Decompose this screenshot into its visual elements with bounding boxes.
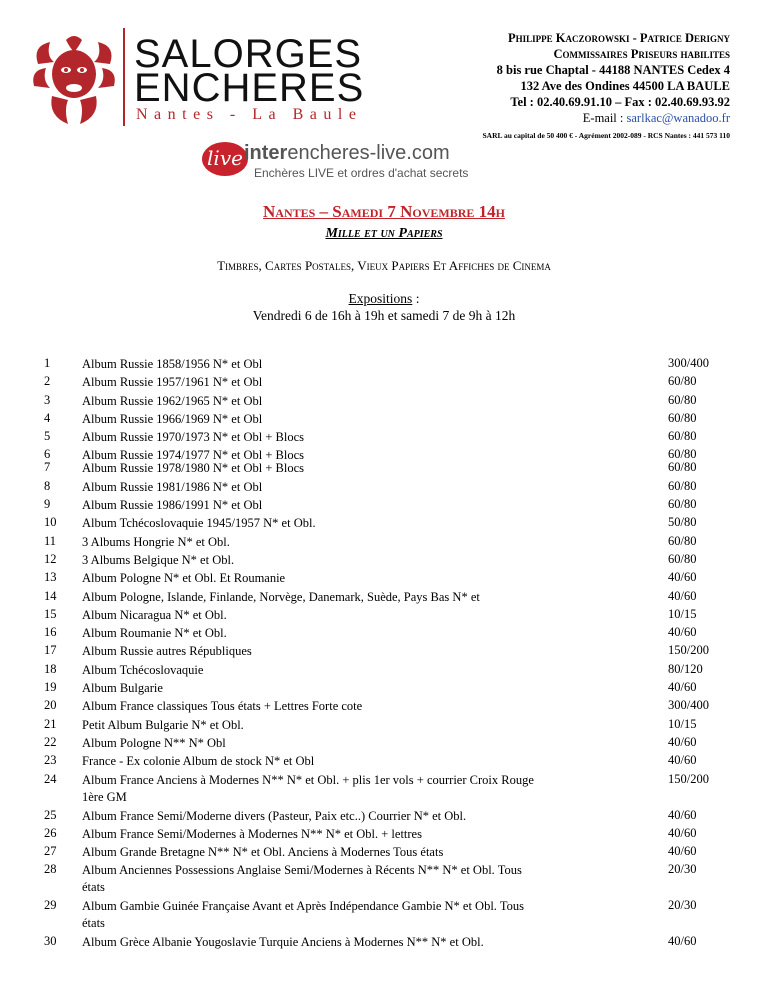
lot-description: 3 Albums Belgique N* et Obl. xyxy=(82,552,235,567)
lot-number: 25 xyxy=(44,807,57,822)
lot-estimate: 10/15 xyxy=(668,606,697,621)
live-tagline: Enchères LIVE et ordres d'achat secrets xyxy=(254,166,469,180)
lot-description: Album Russie 1966/1969 N* et Obl xyxy=(82,411,263,426)
lot-row xyxy=(0,680,768,698)
lot-description: Album Tchécoslovaquie xyxy=(82,662,204,677)
lot-estimate: 60/80 xyxy=(668,478,697,493)
lot-row xyxy=(0,717,768,735)
lot-number: 11 xyxy=(44,533,57,548)
lot-row xyxy=(0,552,768,570)
lot-number: 13 xyxy=(44,570,57,585)
lot-description: Album Russie 1858/1956 N* et Obl xyxy=(82,357,263,371)
lot-description: Album Bulgarie xyxy=(82,681,163,696)
lot-estimate: 40/60 xyxy=(668,844,697,859)
lot-row xyxy=(0,698,768,716)
lot-list xyxy=(0,356,768,953)
lot-description: Album Russie 1970/1973 N* et Obl + Blocs xyxy=(82,430,304,445)
lot-description: Album Pologne, Islande, Finlande, Norvège, Danemark, Suède, Pays Bas N* et xyxy=(82,589,480,604)
lot-estimate: 60/80 xyxy=(668,374,697,389)
address-labaule: 132 Ave des Ondines 44500 LA BAULE xyxy=(520,79,730,93)
lot-description: Album Roumanie N* et Obl. xyxy=(82,626,227,641)
lot-description: Album Russie autres Républiques xyxy=(82,644,252,659)
lot-number: 23 xyxy=(44,753,57,768)
lot-row xyxy=(0,844,768,862)
lot-number: 21 xyxy=(44,716,57,731)
lot-number: 5 xyxy=(44,429,51,444)
lot-description: Album Russie 1986/1991 N* et Obl xyxy=(82,498,263,513)
lot-description: Album Grande Bretagne N** N* et Obl. Anciens à Modernes Tous états xyxy=(82,845,444,860)
lot-estimate: 20/30 xyxy=(668,862,697,877)
lot-row xyxy=(0,625,768,643)
lot-row xyxy=(0,808,768,826)
lot-estimate: 80/120 xyxy=(668,661,703,676)
lot-description: Album Tchécoslovaquie 1945/1957 N* et Obl. xyxy=(82,516,316,531)
lot-estimate: 40/60 xyxy=(668,807,697,822)
email-link[interactable]: sarlkac@wanadoo.fr xyxy=(626,111,730,125)
lot-estimate: 60/80 xyxy=(668,429,697,444)
lot-row xyxy=(0,934,768,952)
lot-row xyxy=(0,772,768,808)
lot-description: France - Ex colonie Album de stock N* et Obl xyxy=(82,754,315,769)
phone-fax: Tel : 02.40.69.91.10 – Fax : 02.40.69.93.92 xyxy=(510,95,730,109)
lot-estimate: 300/400 xyxy=(668,698,709,713)
lot-row xyxy=(0,589,768,607)
legal-notice: SARL au capital de 50 400 € - Agrément 2002-089 - RCS Nantes : 441 573 110 xyxy=(482,131,730,140)
lot-row xyxy=(0,898,768,934)
lot-estimate: 60/80 xyxy=(668,392,697,407)
auctioneer-names: Philippe Kaczorowski - Patrice Derigny xyxy=(507,31,730,45)
lot-description: Album Russie 1957/1961 N* et Obl xyxy=(82,375,263,390)
address-nantes: 8 bis rue Chaptal - 44188 NANTES Cedex 4 xyxy=(496,63,730,77)
lot-description: Album Anciennes Possessions Anglaise Semi/Modernes à Récents N** N* et Obl. Tous états xyxy=(82,863,522,895)
lot-estimate: 60/80 xyxy=(668,460,697,475)
lot-estimate: 60/80 xyxy=(668,551,697,566)
lot-number: 1 xyxy=(44,356,51,370)
lot-estimate: 60/80 xyxy=(668,410,697,425)
lot-number: 17 xyxy=(44,643,57,658)
lot-estimate: 40/60 xyxy=(668,934,697,949)
lot-row xyxy=(0,735,768,753)
lot-number: 15 xyxy=(44,606,57,621)
lot-row xyxy=(0,497,768,515)
lot-row xyxy=(0,374,768,392)
lot-description: Album Russie 1962/1965 N* et Obl xyxy=(82,393,263,408)
lot-estimate: 40/60 xyxy=(668,734,697,749)
brand-locations: Nantes - La Baule xyxy=(136,106,363,123)
lot-row xyxy=(0,534,768,552)
lot-estimate: 300/400 xyxy=(668,356,709,370)
lot-number: 27 xyxy=(44,844,57,859)
lot-estimate: 40/60 xyxy=(668,825,697,840)
lot-number: 7 xyxy=(44,460,51,475)
lot-estimate: 60/80 xyxy=(668,447,697,462)
lot-number: 16 xyxy=(44,625,57,640)
brand-name-line2: ENCHERES xyxy=(134,66,365,110)
lot-description: Album Grèce Albanie Yougoslavie Turquie Anciens à Modernes N** N* et Obl. xyxy=(82,935,484,950)
lot-description: Album France Semi/Moderne divers (Pasteur, Paix etc..) Courrier N* et Obl. xyxy=(82,808,467,823)
lot-number: 10 xyxy=(44,515,57,530)
lot-row xyxy=(0,570,768,588)
lot-number: 3 xyxy=(44,392,51,407)
sale-subtitle: Mille et un Papiers xyxy=(325,226,443,241)
brand-name-line1: SALORGES xyxy=(134,32,363,76)
lot-row xyxy=(0,393,768,411)
lot-description: 3 Albums Hongrie N* et Obl. xyxy=(82,534,230,549)
lot-row xyxy=(0,607,768,625)
lot-estimate: 40/60 xyxy=(668,588,697,603)
contact-header xyxy=(483,30,731,144)
lot-number: 19 xyxy=(44,680,57,695)
lot-estimate: 150/200 xyxy=(668,771,709,786)
lot-row xyxy=(0,515,768,533)
live-site-name: interencheres-live.com xyxy=(244,142,450,164)
lot-number: 22 xyxy=(44,734,57,749)
lot-description: Album Pologne N* et Obl. Et Roumanie xyxy=(82,571,286,586)
lot-estimate: 40/60 xyxy=(668,680,697,695)
sale-title: Nantes – Samedi 7 Novembre 14h xyxy=(263,202,505,221)
exhibition-label: Expositions xyxy=(348,291,413,306)
lot-row xyxy=(0,429,768,447)
brand-divider xyxy=(123,28,125,126)
lot-description: Album Nicaragua N* et Obl. xyxy=(82,607,227,622)
lot-number: 12 xyxy=(44,551,57,566)
lot-number: 8 xyxy=(44,478,51,493)
lot-number: 2 xyxy=(44,374,51,389)
lot-estimate: 40/60 xyxy=(668,753,697,768)
lot-row xyxy=(0,411,768,429)
lot-description: Album France Semi/Modernes à Modernes N** N* et Obl. + lettres xyxy=(82,826,422,841)
lot-row xyxy=(0,862,768,898)
lot-estimate: 10/15 xyxy=(668,716,697,731)
live-badge: live xyxy=(202,142,248,176)
lot-estimate: 40/60 xyxy=(668,625,697,640)
mascaron-logo-icon xyxy=(28,34,120,126)
exhibition-dates: Vendredi 6 de 16h à 19h et samedi 7 de 9h à 12h xyxy=(252,308,516,323)
lot-row xyxy=(0,643,768,661)
lot-number: 4 xyxy=(44,410,51,425)
lot-description: Petit Album Bulgarie N* et Obl. xyxy=(82,717,244,732)
lot-description: Album France Anciens à Modernes N** N* et Obl. + plis 1er vols + courrier Croix Rouge 1ère GM xyxy=(82,772,534,804)
lot-row xyxy=(0,447,768,463)
lot-number: 24 xyxy=(44,771,57,786)
lot-number: 28 xyxy=(44,862,57,877)
lot-number: 20 xyxy=(44,698,57,713)
lot-description: Album Russie 1981/1986 N* et Obl xyxy=(82,479,263,494)
auctioneer-role: Commissaires Priseurs habilites xyxy=(553,47,730,61)
lot-description: Album Russie 1978/1980 N* et Obl + Blocs xyxy=(82,461,304,476)
lot-number: 9 xyxy=(44,497,51,512)
lot-number: 29 xyxy=(44,898,57,913)
lot-estimate: 50/80 xyxy=(668,515,697,530)
lot-estimate: 60/80 xyxy=(668,533,697,548)
lot-number: 14 xyxy=(44,588,57,603)
sale-categories: Timbres, Cartes Postales, Vieux Papiers Et Affiches de Cinema xyxy=(217,258,551,273)
lot-description: Album France classiques Tous états + Lettres Forte cote xyxy=(82,699,363,714)
lot-description: Album Pologne N** N* Obl xyxy=(82,735,226,750)
lot-row xyxy=(0,460,768,478)
lot-row xyxy=(0,479,768,497)
exhibition-info: Expositions : Vendredi 6 de 16h à 19h et samedi 7 de 9h à 12h xyxy=(0,290,768,324)
lot-estimate: 60/80 xyxy=(668,497,697,512)
lot-number: 30 xyxy=(44,934,57,949)
email-line: E-mail : sarlkac@wanadoo.fr xyxy=(582,111,730,125)
lot-estimate: 20/30 xyxy=(668,898,697,913)
lot-row xyxy=(0,753,768,771)
lot-estimate: 40/60 xyxy=(668,570,697,585)
lot-estimate: 150/200 xyxy=(668,643,709,658)
lot-row xyxy=(0,826,768,844)
lot-row xyxy=(0,356,768,374)
lot-description: Album Russie 1974/1977 N* et Obl + Blocs xyxy=(82,448,304,463)
lot-description: Album Gambie Guinée Française Avant et Après Indépendance Gambie N* et Obl. Tous états xyxy=(82,899,524,931)
lot-number: 18 xyxy=(44,661,57,676)
lot-number: 26 xyxy=(44,825,57,840)
lot-row xyxy=(0,662,768,680)
lot-number: 6 xyxy=(44,447,51,462)
